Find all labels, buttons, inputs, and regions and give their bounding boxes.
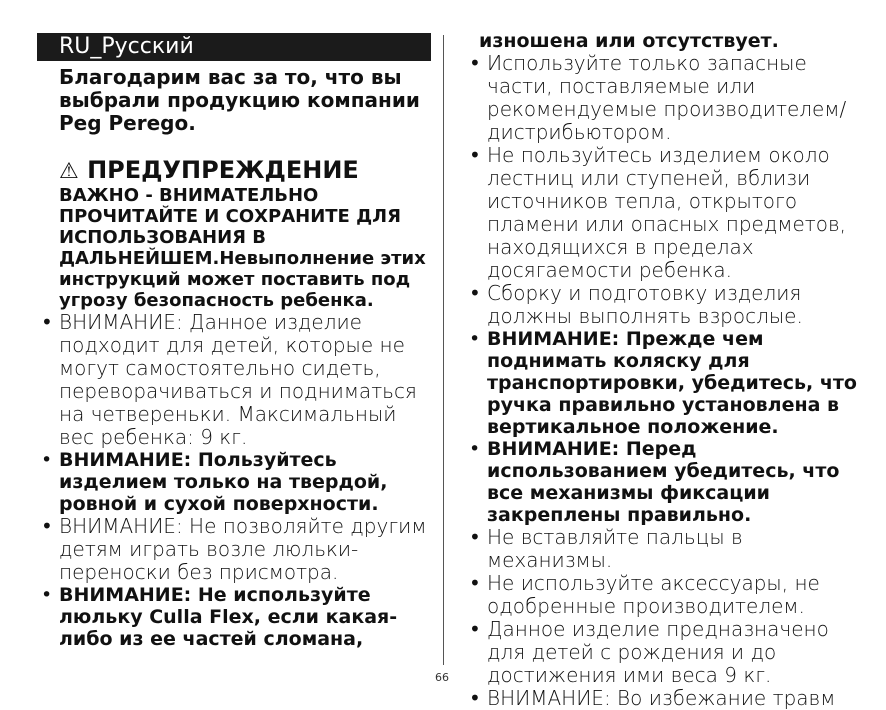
left-column: [37, 66, 437, 650]
bullet: •: [469, 438, 481, 460]
list-item: • ВНИМАНИЕ: Не используйте люльку Culla Flex, если какая-либо из ее частей сломана,: [41, 584, 398, 650]
right-list: [465, 52, 865, 710]
list-item: • ВНИМАНИЕ: Пользуйтесь изделием только на твердой, ровной и сухой поверхности.: [41, 449, 388, 515]
list-item: • Не вставляйте пальцы в механизмы.: [469, 525, 743, 572]
language-header: RU_Русский: [37, 33, 431, 61]
bullet: •: [469, 328, 481, 350]
list-item: • ВНИМАНИЕ: Прежде чем поднимать коляску для транспортировки, убедитесь, что ручка правильно установлена в вертикальное положение.: [469, 328, 857, 438]
bullet: •: [41, 449, 53, 471]
list-item: • ВНИМАНИЕ: Данное изделие подходит для детей, которые не могут самостоятельно сидеть, переворачиваться и подниматься на четвереньки. Максимальный вес ребенка: 9 кг.: [41, 310, 417, 449]
left-list: [37, 311, 437, 650]
page-number: 66: [435, 671, 449, 684]
bullet: •: [41, 514, 53, 538]
warning-body: ВАЖНО - ВНИМАТЕЛЬНО ПРОЧИТАЙТЕ И СОХРАНИТЕ ДЛЯ ИСПОЛЬЗОВАНИЯ В ДАЛЬНЕЙШЕМ.Невыполнение этих инструкций может поставить под угрозу безопасность ребенка.: [59, 185, 426, 311]
bullet: •: [469, 51, 481, 75]
list-item: • Используйте только запасные части, поставляемые или рекомендуемые производителем/дистрибьютором.: [469, 51, 847, 144]
list-item: • ВНИМАНИЕ: Во избежание травм: [469, 686, 836, 710]
bullet: •: [41, 584, 53, 606]
list-item: • Не пользуйтесь изделием около лестниц или ступеней, вблизи источников тепла, открытого пламени или опасных предметов, находящихся в пределах досягаемости ребенка.: [469, 143, 847, 282]
bullet: •: [469, 143, 481, 167]
warning-heading: [59, 157, 437, 185]
bullet: •: [469, 617, 481, 641]
thanks-paragraph: Благодарим вас за то, что вы выбрали продукцию компании Peg Perego.: [59, 65, 420, 135]
continuation-text: изношена или отсутствует.: [479, 30, 779, 52]
right-column: [465, 30, 865, 710]
column-divider: [443, 35, 444, 665]
list-item: • ВНИМАНИЕ: Перед использованием убедитесь, что все механизмы фиксации закреплены правильно.: [469, 438, 840, 526]
bullet: •: [41, 310, 53, 334]
warning-title: ПРЕДУПРЕЖДЕНИЕ: [87, 156, 359, 184]
bullet: •: [469, 525, 481, 549]
list-item: • Данное изделие предназначено для детей с рождения и до достижения ими веса 9 кг.: [469, 617, 829, 687]
list-item: • Не используйте аксессуары, не одобренные производителем.: [469, 571, 820, 618]
list-item: • Сборку и подготовку изделия должны выполнять взрослые.: [469, 281, 803, 328]
bullet: •: [469, 686, 481, 710]
bullet: •: [469, 571, 481, 595]
warning-triangle-icon: ⚠: [59, 159, 79, 184]
bullet: •: [469, 281, 481, 305]
list-item: • ВНИМАНИЕ: Не позволяйте другим детям играть возле люльки-переноски без присмотра.: [41, 514, 427, 584]
